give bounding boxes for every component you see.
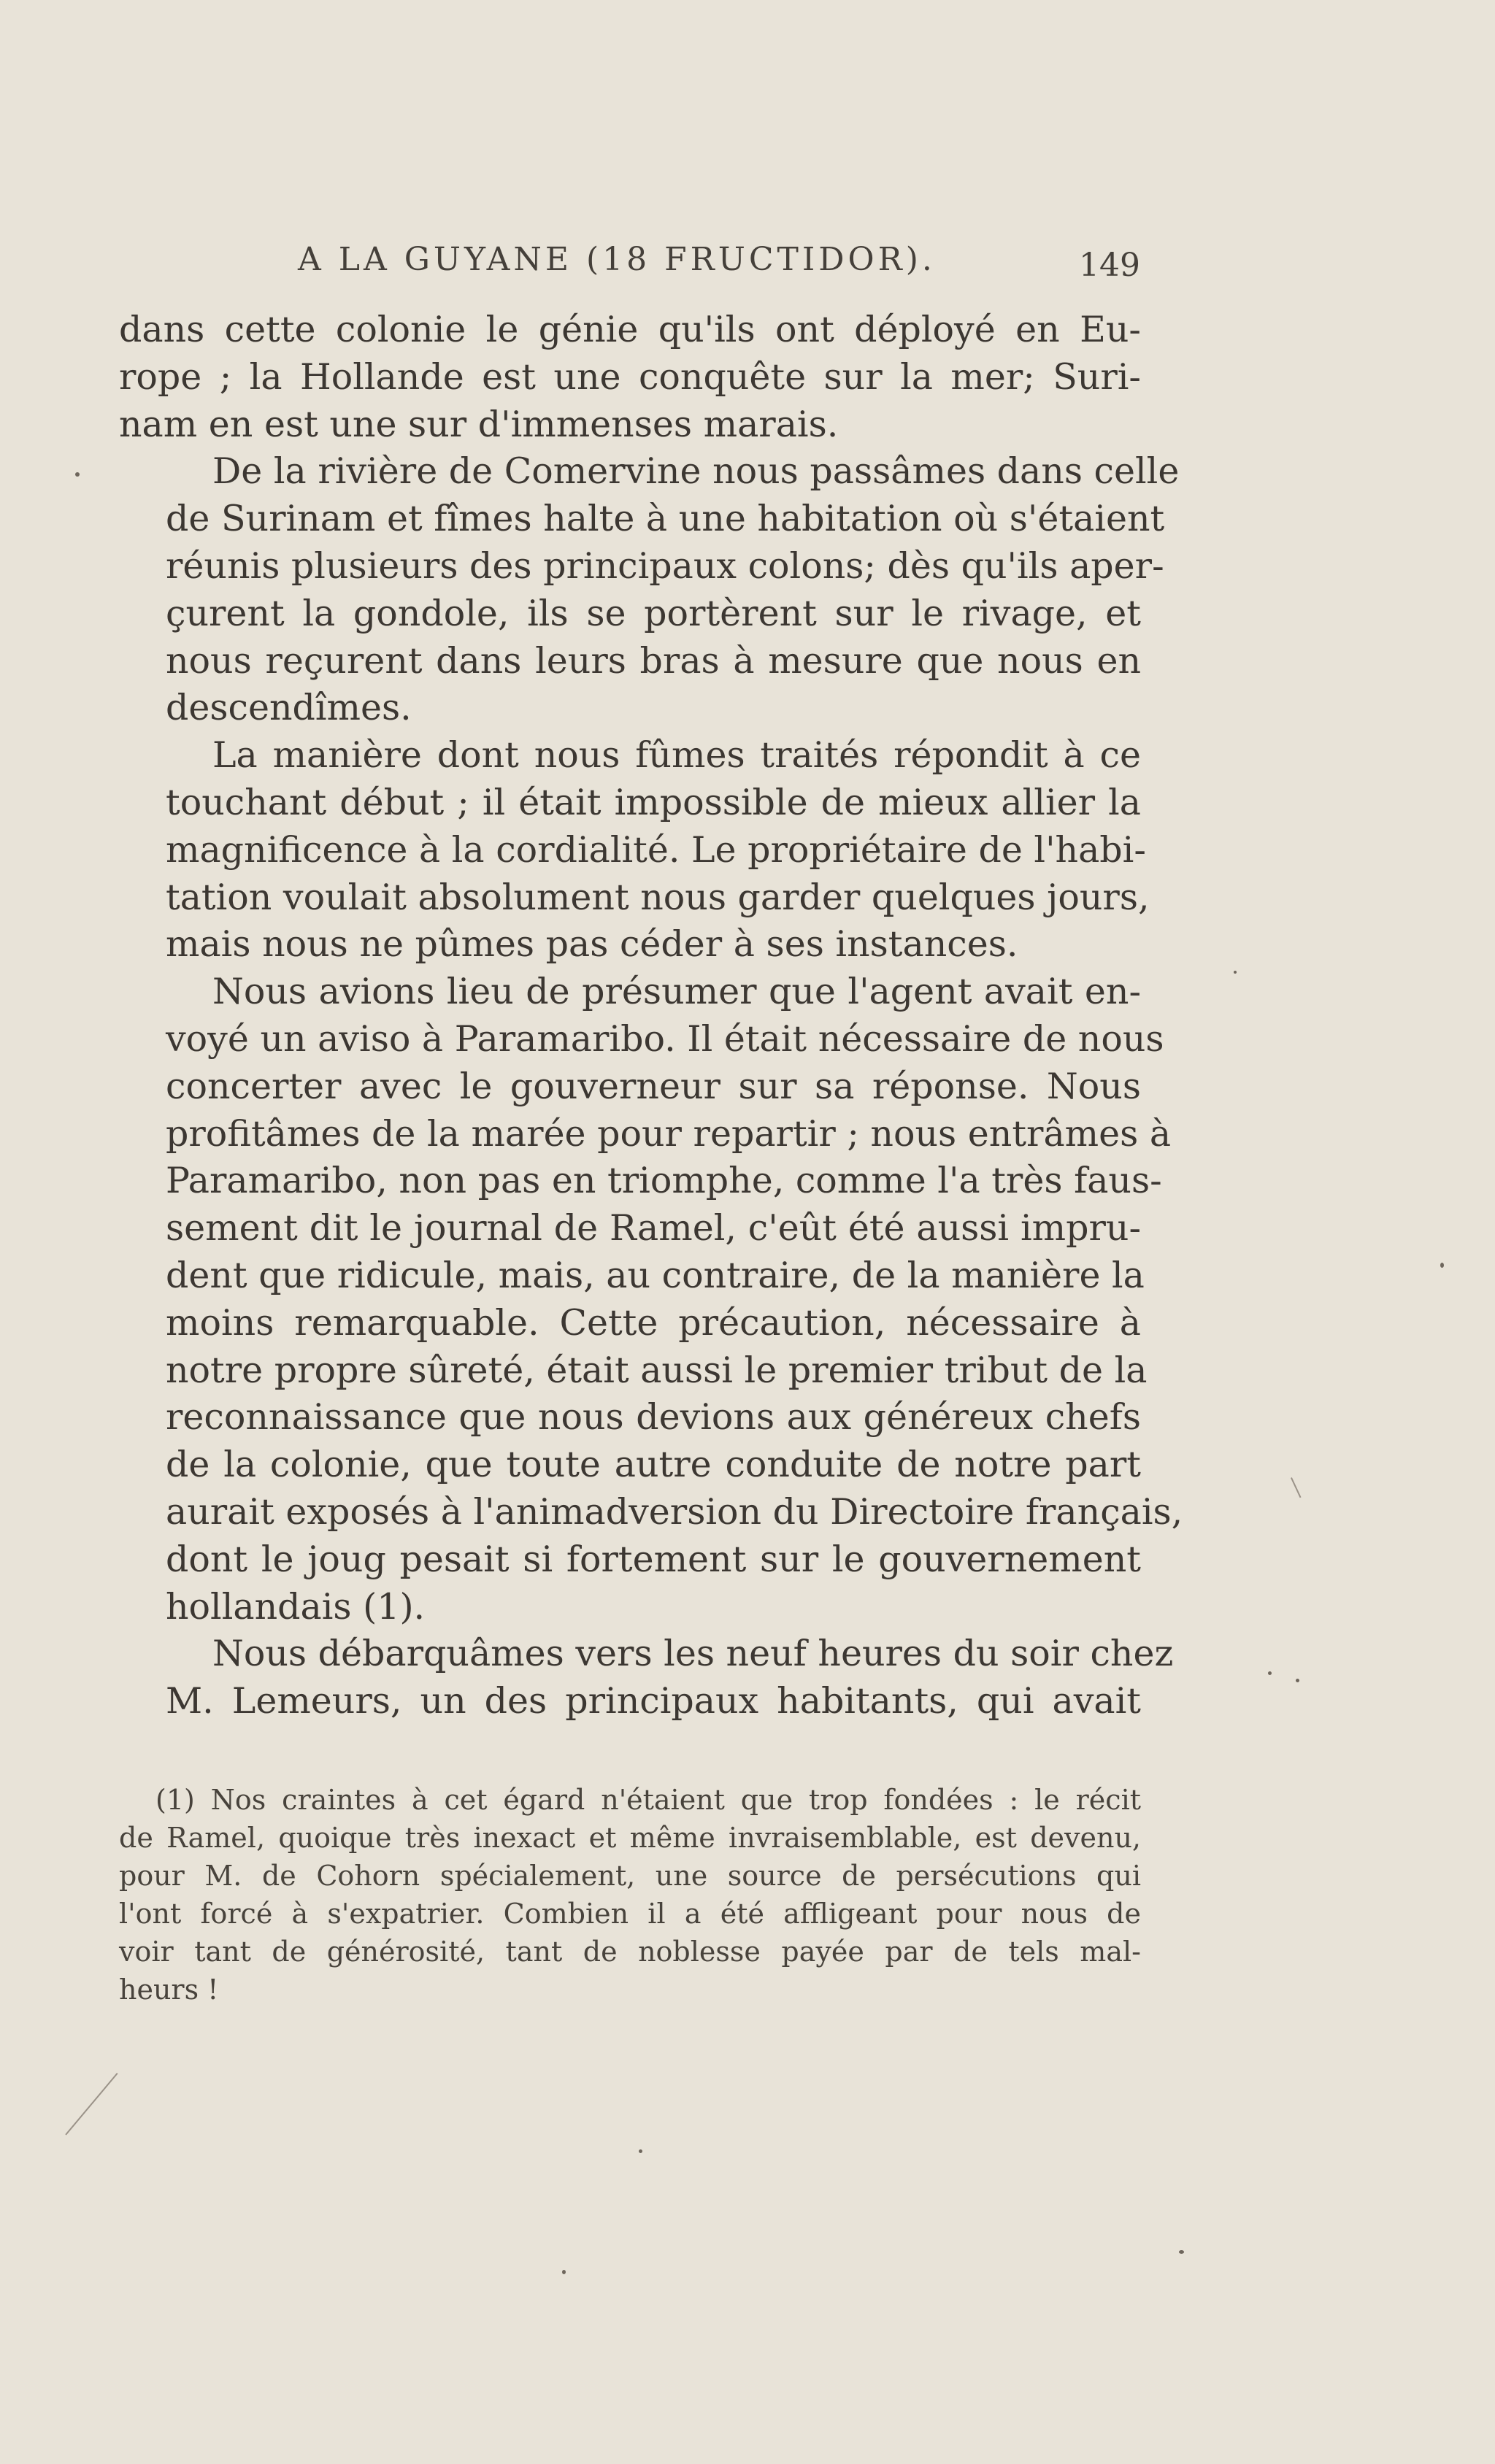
- text-line: M. Lemeurs, un des principaux habitants, qui avait: [166, 1680, 1141, 1722]
- paragraph-4: [119, 969, 1183, 1631]
- footnote-line: (1) Nos craintes à cet égard n'étaient que trop fondées : le récit: [155, 1784, 1141, 1816]
- paper-speck: [1234, 971, 1237, 974]
- footnote-line: pour M. de Cohorn spécialement, une source de persécutions qui: [119, 1860, 1141, 1892]
- text-line: dent que ridicule, mais, au contraire, de la manière la: [166, 1254, 1145, 1296]
- paragraph-1: [119, 307, 1141, 448]
- text-line: reconnaissance que nous devions aux généreux chefs: [166, 1396, 1141, 1439]
- text-line: touchant début ; il était impossible de mieux allier la: [166, 781, 1141, 823]
- footnote-line: voir tant de générosité, tant de noblesse payée par de tels mal-: [119, 1936, 1141, 1968]
- text-line: çurent la gondole, ils se portèrent sur le rivage, et: [166, 592, 1141, 634]
- footnote-line: heurs !: [119, 1974, 219, 2006]
- paper-speck: [1179, 2250, 1184, 2254]
- text-line: concerter avec le gouverneur sur sa réponse. Nous: [166, 1065, 1141, 1107]
- paper-scratch: [65, 2073, 118, 2136]
- text-line: mais nous ne pûmes pas céder à ses instances.: [166, 923, 1018, 966]
- text-line: descendîmes.: [166, 687, 412, 729]
- text-line: dont le joug pesait si fortement sur le gouvernement: [166, 1538, 1141, 1580]
- body-text: [119, 307, 1183, 1725]
- page-number: 149: [1079, 247, 1140, 284]
- running-title: A LA GUYANE (18 FRUCTIDOR).: [298, 241, 936, 278]
- text-line: tation voulait absolument nous garder quelques jours,: [166, 876, 1150, 918]
- text-line: aurait exposés à l'animadversion du Directoire français,: [166, 1490, 1183, 1533]
- text-line: nous reçurent dans leurs bras à mesure que nous en: [166, 639, 1141, 682]
- text-line: magnificence à la cordialité. Le propriétaire de l'habi-: [166, 828, 1146, 871]
- text-line: profitâmes de la marée pour repartir ; nous entrâmes à: [166, 1112, 1172, 1155]
- text-line: rope ; la Hollande est une conquête sur la mer; Suri-: [119, 355, 1141, 398]
- paper-speck: [1296, 1679, 1299, 1682]
- text-line: sement dit le journal de Ramel, c'eût été aussi impru-: [166, 1207, 1141, 1250]
- footnote-line: l'ont forcé à s'expatrier. Combien il a été affligeant pour nous de: [119, 1898, 1141, 1930]
- text-line: Nous avions lieu de présumer que l'agent avait en-: [212, 971, 1141, 1013]
- text-line: dans cette colonie le génie qu'ils ont déployé en Eu-: [119, 309, 1141, 350]
- paper-speck: [75, 472, 80, 477]
- footnote-line: de Ramel, quoique très inexact et même invraisemblable, est devenu,: [119, 1822, 1141, 1854]
- text-line: hollandais (1).: [166, 1585, 426, 1628]
- paragraph-3: [119, 732, 1150, 969]
- footnote: [119, 1781, 1141, 2009]
- text-line: De la rivière de Comervine nous passâmes dans celle: [212, 450, 1180, 493]
- paragraph-5: [119, 1631, 1174, 1725]
- text-line: nam en est une sur d'immenses marais.: [119, 403, 839, 445]
- paper-speck: [1440, 1263, 1444, 1268]
- paper-speck: [1268, 1671, 1272, 1675]
- text-line: de Surinam et fîmes halte à une habitation où s'étaient: [166, 498, 1165, 540]
- paragraph-2: [119, 448, 1180, 732]
- paper-speck: [639, 2149, 642, 2153]
- text-line: de la colonie, que toute autre conduite de notre part: [166, 1444, 1141, 1486]
- text-line: voyé un aviso à Paramaribo. Il était nécessaire de nous: [166, 1017, 1164, 1060]
- paper-speck: [562, 2270, 566, 2274]
- text-line: moins remarquable. Cette précaution, nécessaire à: [166, 1301, 1141, 1344]
- text-line: Nous débarquâmes vers les neuf heures du soir chez: [212, 1633, 1174, 1675]
- paper-scratch: [1291, 1477, 1301, 1498]
- text-line: réunis plusieurs des principaux colons; dès qu'ils aper-: [166, 544, 1164, 587]
- text-line: notre propre sûreté, était aussi le premier tribut de la: [166, 1349, 1148, 1391]
- text-line: La manière dont nous fûmes traités répondit à ce: [212, 734, 1141, 777]
- text-line: Paramaribo, non pas en triomphe, comme l'a très faus-: [166, 1160, 1162, 1202]
